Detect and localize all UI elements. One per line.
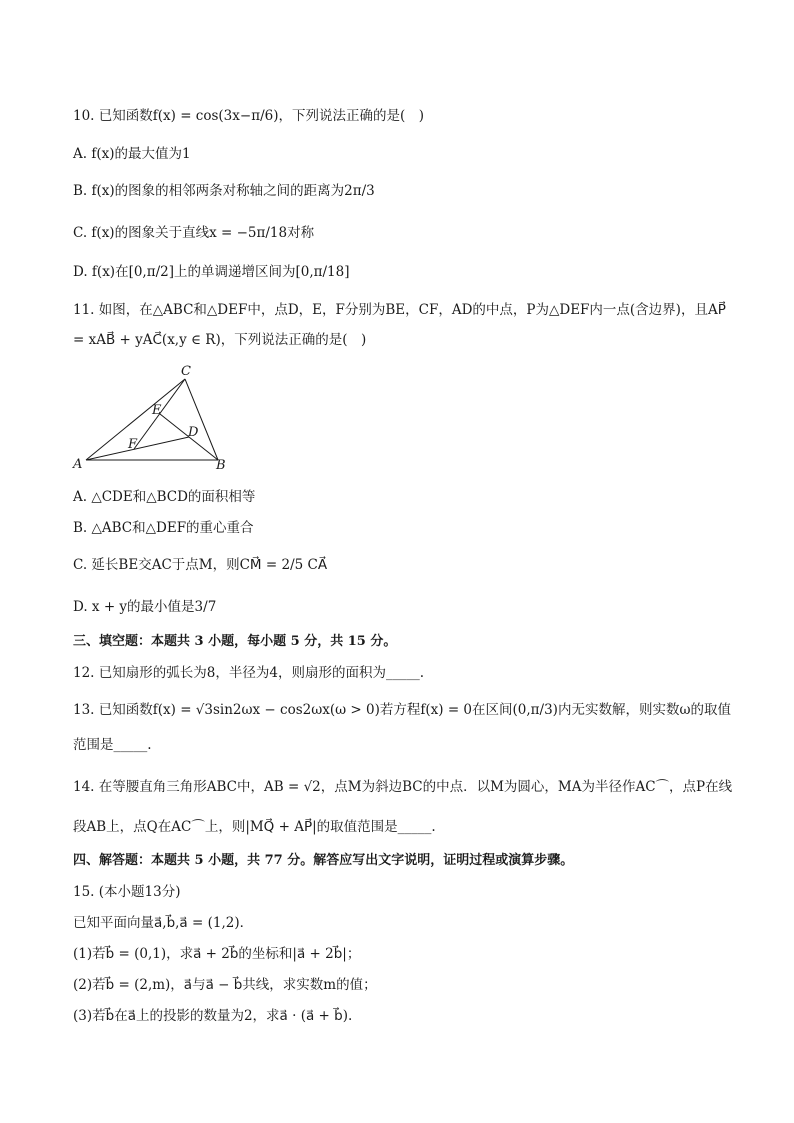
label-b: B: [216, 458, 226, 473]
q11-option-b: B. △ABC和△DEF的重心重合: [73, 520, 254, 536]
q15-part-2: (2)若b⃗ = (2,m)，a⃗与a⃗ − b⃗共线，求实数m的值；: [73, 977, 377, 993]
label-f: F: [128, 437, 138, 452]
q11-option-a: A. △CDE和△BCD的面积相等: [73, 489, 256, 505]
q11-option-d: D. x + y的最小值是3/7: [73, 599, 217, 615]
section-4-heading: 四、解答题：本题共 5 小题，共 77 分。解答应写出文字说明，证明过程或演算步骤。: [73, 853, 574, 868]
q12-text: 12. 已知扇形的弧长为8，半径为4，则扇形的面积为_____.: [73, 665, 424, 681]
label-d: D: [188, 425, 199, 440]
q15-part-3: (3)若b⃗在a⃗上的投影的数量为2，求a⃗ · (a⃗ + b⃗).: [73, 1008, 353, 1024]
q11-stem-line2: = xAB⃗ + yAC⃗(x,y ∈ R)，下列说法正确的是( ): [73, 332, 367, 348]
triangle-figure: [70, 362, 240, 474]
q15-part-1: (1)若b⃗ = (0,1)，求a⃗ + 2b⃗的坐标和|a⃗ + 2b⃗|；: [73, 946, 361, 962]
q10-option-c: C. f(x)的图象关于直线x = −5π/18对称: [73, 225, 315, 241]
q10-option-d: D. f(x)在[0,π/2]上的单调递增区间为[0,π/18]: [73, 264, 350, 280]
q15-header: 15. (本小题13分): [73, 884, 181, 900]
q10-option-a: A. f(x)的最大值为1: [73, 146, 191, 162]
q13-line1: 13. 已知函数f(x) = √3sin2ωx − cos2ωx(ω > 0)若方程f(x) = 0在区间(0,π/3)内无实数解，则实数ω的取值: [73, 702, 731, 718]
q10-option-b: B. f(x)的图象的相邻两条对称轴之间的距离为2π/3: [73, 183, 375, 199]
segment-cb: [185, 379, 218, 460]
q10-stem: 10. 已知函数f(x) = cos(3x−π/6)，下列说法正确的是( ): [73, 108, 425, 124]
segment-ad: [86, 437, 189, 460]
label-c: C: [181, 364, 191, 379]
q14-line1: 14. 在等腰直角三角形ABC中，AB = √2，点M为斜边BC的中点．以M为圆心，MA为半径作AC⌒，点P在线: [73, 779, 733, 795]
q11-stem-line1: 11. 如图，在△ABC和△DEF中，点D，E，F分别为BE，CF，AD的中点，P为△DEF内一点(含边界)，且AP⃗: [73, 302, 726, 318]
q14-line2: 段AB上，点Q在AC⌒上，则|MQ⃗ + AP⃗|的取值范围是_____.: [73, 819, 436, 835]
q15-stem: 已知平面向量a⃗,b⃗,a⃗ = (1,2)．: [73, 915, 254, 931]
section-3-heading: 三、填空题：本题共 3 小题，每小题 5 分，共 15 分。: [73, 634, 397, 649]
label-e: E: [152, 403, 162, 418]
label-a: A: [73, 457, 83, 472]
q11-option-c: C. 延长BE交AC于点M，则CM⃗ = 2/5 CA⃗: [73, 557, 328, 573]
q13-line2: 范围是_____.: [73, 737, 152, 753]
